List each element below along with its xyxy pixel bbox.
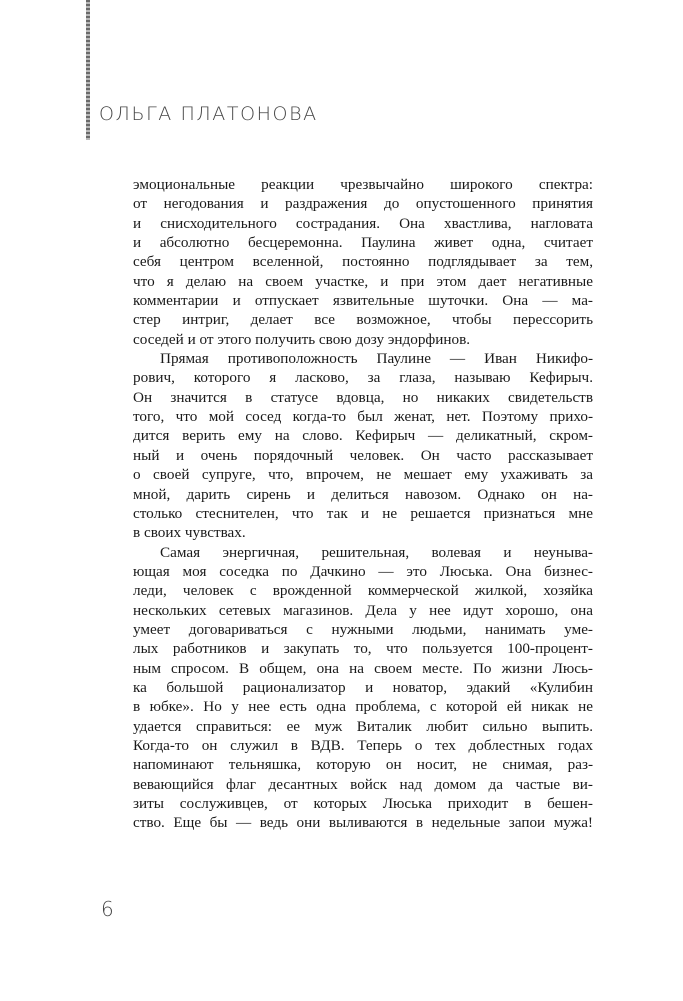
text-line: что я делаю на своем участке, и при этом дает негативные [133, 272, 593, 290]
text-line: столько стеснителен, что так и не решается признаться мне [133, 504, 593, 522]
text-line: от негодования и раздражения до опустошенного принятия [133, 195, 593, 213]
text-line: ка большой рационализатор и новатор, эдакий «Кулибин [133, 678, 593, 696]
text-line: напоминают тельняшка, которую он носит, не снимая, раз- [133, 756, 593, 774]
text-line: себя центром вселенной, постоянно подглядывает за тем, [133, 253, 593, 271]
text-line: леди, человек с врожденной коммерческой жилкой, хозяйка [133, 582, 593, 600]
text-line: лых работников и закупать то, что пользуется 100-процент- [133, 640, 593, 658]
text-line: мной, дарить сирень и делиться навозом. Однако он на- [133, 485, 593, 503]
text-line: ным спросом. В общем, она на своем месте. По жизни Люсь- [133, 659, 593, 677]
text-line: умеет договариваться с нужными людьми, нанимать уме- [133, 620, 593, 638]
text-line: и абсолютно бесцеремонна. Паулина живет одна, считает [133, 234, 593, 252]
text-line: в своих чувствах. [133, 524, 246, 542]
text-line: Когда-то он служил в ВДВ. Теперь о тех доблестных годах [133, 736, 593, 754]
text-line: Он значится в статусе вдовца, но никаких свидетельств [133, 388, 593, 406]
text-line: соседей и от этого получить свою дозу эндорфинов. [133, 330, 471, 348]
running-head-author: ОЛЬГА ПЛАТОНОВА [99, 103, 318, 125]
text-line: Прямая противоположность Паулине — Иван Никифо- [160, 350, 593, 368]
text-line: того, что мой сосед когда-то был женат, нет. Поэтому прихо- [133, 408, 593, 426]
text-line: рович, которого я ласково, за глаза, называю Кефирыч. [133, 369, 593, 387]
text-line: ный и очень порядочный человек. Он часто рассказывает [133, 446, 593, 464]
text-line: ство. Еще бы — ведь они выливаются в недельные запои мужа! [133, 814, 593, 832]
text-line: и снисходительного сострадания. Она хвастлива, нагловата [133, 214, 593, 232]
text-line: Самая энергичная, решительная, волевая и неуныва- [160, 543, 593, 561]
text-line: ющая моя соседка по Дачкино — это Люська. Она бизнес- [133, 562, 593, 580]
page-number: 6 [101, 897, 114, 921]
page-edge-bar [86, 0, 90, 140]
text-line: зиты сослуживцев, от которых Люська приходит в бешен- [133, 795, 593, 812]
text-line: комментарии и отпускает язвительные шуточки. Она — ма- [133, 292, 593, 310]
text-line: дится верить ему на слово. Кефирыч — деликатный, скром- [133, 427, 593, 445]
text-line: в юбке». Но у нее есть одна проблема, с которой ей никак не [133, 698, 593, 716]
text-line: вевающийся флаг десантных войск над домом да частые ви- [133, 775, 593, 793]
text-line: удается справиться: ее муж Виталик любит сильно выпить. [133, 717, 593, 735]
text-line: эмоциональные реакции чрезвычайно широкого спектра: [133, 176, 593, 193]
body-text [133, 175, 593, 833]
text-line: о своей супруге, что, впрочем, не мешает ему ухаживать за [133, 466, 593, 484]
text-line: стер интриг, делает все возможное, чтобы перессорить [133, 311, 593, 329]
text-line: нескольких сетевых магазинов. Дела у нее идут хорошо, она [133, 601, 593, 619]
